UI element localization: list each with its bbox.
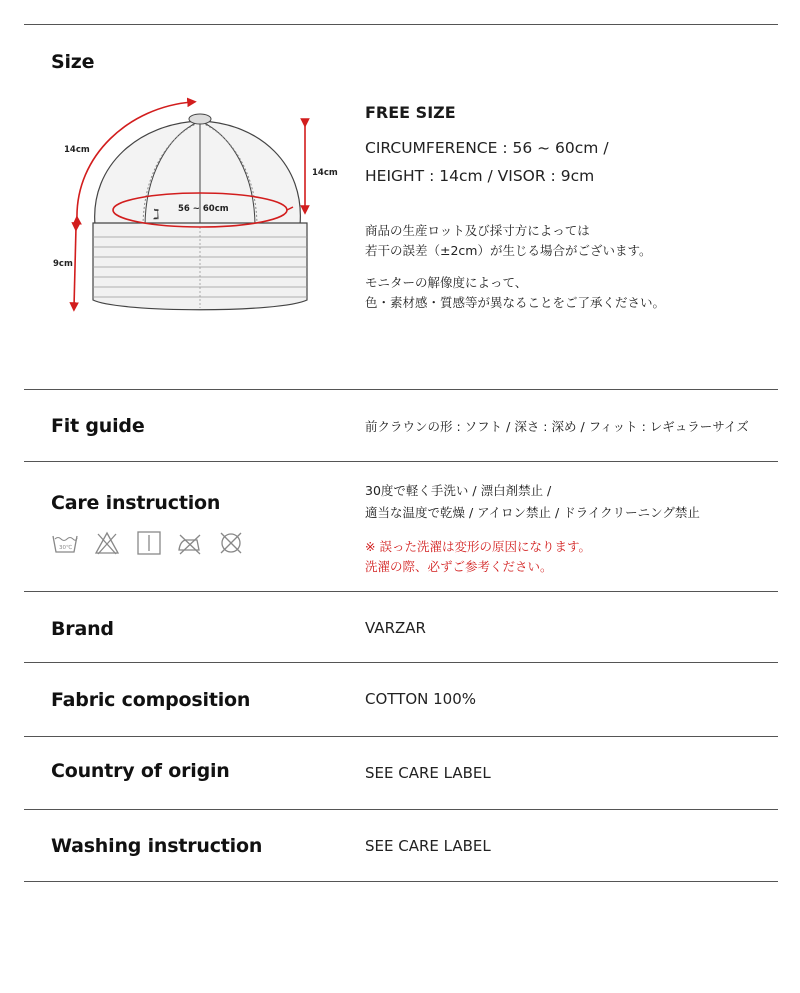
divider-washing — [24, 881, 778, 882]
divider-size — [24, 389, 778, 390]
left-crown-label: 14cm — [64, 145, 90, 155]
hat-size-diagram — [50, 95, 338, 320]
size-note-1-line-1: 商品の生産ロット及び採寸方によっては — [365, 223, 590, 238]
care-warning-2: 洗濯の際、必ずご参考ください。 — [365, 559, 553, 574]
hand-wash-30-icon — [52, 530, 78, 556]
hat-brim-outline — [93, 223, 307, 310]
free-size-heading: FREE SIZE — [365, 103, 456, 122]
tumble-dry-icon — [136, 530, 162, 556]
divider-fabric — [24, 736, 778, 737]
origin-value: SEE CARE LABEL — [365, 764, 491, 782]
size-note-2-line-2: 色・素材感・質感等が異なることをご了承ください。 — [365, 295, 666, 310]
circumference-label: 56 ~ 60cm — [178, 204, 229, 214]
right-height-label: 14cm — [312, 168, 338, 178]
divider-brand — [24, 662, 778, 663]
visor-arrow — [74, 227, 76, 307]
care-instruction-label: Care instruction — [51, 492, 221, 514]
washing-value: SEE CARE LABEL — [365, 837, 491, 855]
care-line-1: 30度で軽く手洗い / 漂白剤禁止 / — [365, 483, 552, 498]
brand-value: VARZAR — [365, 619, 426, 637]
size-note-2-line-1: モニターの解像度によって、 — [365, 275, 528, 290]
divider-fit — [24, 461, 778, 462]
fabric-label: Fabric composition — [51, 689, 251, 711]
care-warning-1: ※ 誤った洗濯は変形の原因になります。 — [365, 539, 591, 554]
wash-temp-text: 30℃ — [59, 545, 73, 551]
care-icons-row — [52, 530, 252, 556]
care-line-2: 適当な温度で乾燥 / アイロン禁止 / ドライクリーニング禁止 — [365, 505, 700, 520]
size-title: Size — [51, 51, 95, 73]
brand-label: Brand — [51, 618, 114, 640]
no-bleach-icon — [94, 530, 120, 556]
no-dry-clean-icon — [218, 530, 244, 556]
visor-label: 9cm — [53, 259, 73, 269]
size-note-1-line-2: 若干の誤差（±2cm）が生じる場合がございます。 — [365, 243, 652, 258]
divider-care — [24, 591, 778, 592]
svg-text:ℷ: ℷ — [153, 207, 160, 223]
fit-guide-label: Fit guide — [51, 415, 145, 437]
fit-guide-value: 前クラウンの形 : ソフト / 深さ : 深め / フィット : レギュラーサイズ — [365, 419, 749, 434]
measurement-line-1: CIRCUMFERENCE : 56 ~ 60cm / — [365, 139, 609, 157]
no-iron-icon — [176, 530, 202, 556]
divider-origin — [24, 809, 778, 810]
measurement-line-2: HEIGHT : 14cm / VISOR : 9cm — [365, 167, 595, 185]
top-divider — [24, 24, 778, 25]
origin-label: Country of origin — [51, 760, 230, 782]
fabric-value: COTTON 100% — [365, 690, 477, 708]
washing-label: Washing instruction — [51, 835, 263, 857]
